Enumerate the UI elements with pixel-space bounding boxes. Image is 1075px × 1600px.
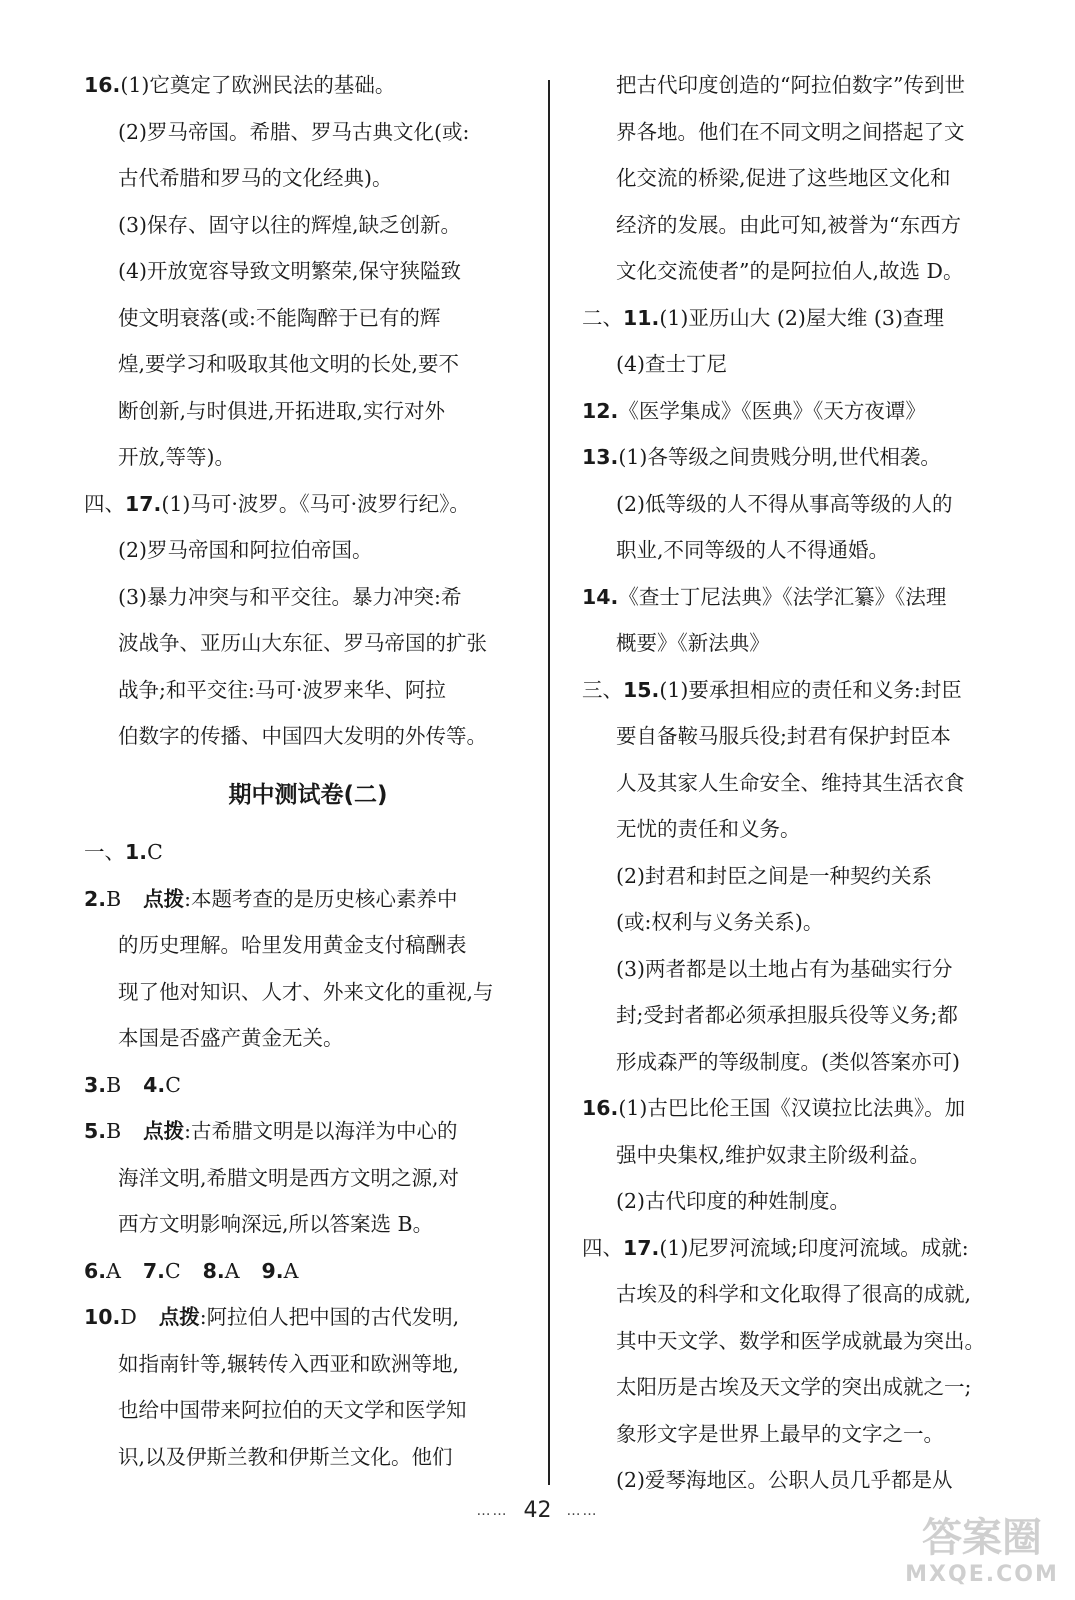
hint-text: :阿拉伯人把中国的古代发明, [199, 1305, 460, 1329]
text-line [84, 396, 532, 426]
text-line [84, 117, 532, 147]
answer-text: (2)爱琴海地区。公职人员几乎都是从 [616, 1468, 953, 1492]
answer-text: 古代希腊和罗马的文化经典)。 [118, 166, 393, 190]
question-number: 11. [623, 305, 660, 330]
text-line [582, 303, 1020, 333]
text-line [84, 489, 532, 519]
question-number: 4. [143, 1072, 166, 1097]
answer-text: 界各地。他们在不同文明之间搭起了文 [616, 119, 965, 144]
question-number: 17. [623, 1235, 660, 1260]
text-line [582, 1186, 1020, 1216]
hint-label: 点拨 [143, 1119, 185, 1143]
text-line [582, 1140, 1020, 1170]
text-line [84, 721, 532, 751]
text-line [84, 1256, 532, 1286]
text-line [582, 256, 1020, 286]
answer-text: 开放,等等)。 [118, 445, 236, 469]
watermark-url: MXQE.COM [905, 1562, 1059, 1587]
question-number: 14. [582, 584, 619, 609]
text-line [84, 1116, 532, 1146]
answer-text: 无忧的责任和义务。 [616, 817, 801, 841]
answer-text: (1)古巴比伦王国《汉谟拉比法典》。加 [618, 1096, 966, 1120]
footer-dots-left: …… [476, 1503, 509, 1519]
answer-text: 概要》《新法典》 [616, 631, 770, 655]
answer-text: (4)查士丁尼 [616, 352, 728, 376]
text-line [582, 163, 1020, 193]
answer-text: 太阳历是古埃及天文学的突出成就之一; [616, 1375, 972, 1399]
answer-text: (4)开放宽容导致文明繁荣,保守狭隘致 [118, 259, 462, 283]
answer-text: (或:权利与义务关系)。 [616, 910, 824, 934]
text-line [84, 163, 532, 193]
hint-text: :古希腊文明是以海洋为中心的 [184, 1119, 458, 1143]
text-line [84, 210, 532, 240]
question-number: 12. [582, 398, 619, 423]
answer-text: C [147, 840, 163, 864]
text-line [582, 675, 1020, 705]
text-line [582, 70, 1020, 100]
text-line [84, 1302, 532, 1332]
answer-text: (1)各等级之间贵贱分明,世代相袭。 [618, 445, 941, 469]
page-number: 42 [523, 1498, 552, 1523]
text-line [582, 1419, 1020, 1449]
text-line [582, 117, 1020, 147]
answer-text: 人及其家人生命安全、维持其生活衣食 [616, 770, 965, 795]
text-line [84, 1023, 532, 1053]
text-line [582, 907, 1020, 937]
text-line [84, 442, 532, 472]
answer-text: 使文明衰落(或:不能陶醉于已有的辉 [118, 305, 441, 330]
text-line [582, 814, 1020, 844]
answer-text: 海洋文明,希腊文明是西方文明之源,对 [118, 1165, 460, 1190]
question-number: 8. [202, 1258, 225, 1283]
text-line [84, 303, 532, 333]
text-line [84, 628, 532, 658]
answer-text: (2)古代印度的种姓制度。 [616, 1189, 851, 1213]
text-line [582, 582, 1020, 612]
answer-text: 其中天文学、数学和医学成就最为突出。 [616, 1328, 985, 1353]
answer-text: B [106, 1119, 122, 1143]
section-prefix: 二、 [582, 305, 623, 330]
watermark-text: 答案圈 [922, 1515, 1042, 1561]
text-line [582, 628, 1020, 658]
text-line [582, 442, 1020, 472]
answer-text: A [224, 1258, 240, 1283]
text-line [84, 977, 532, 1007]
column-divider [548, 80, 550, 1485]
hint-label: 点拨 [158, 1305, 200, 1329]
question-number: 15. [623, 677, 660, 702]
answer-text: B [106, 886, 122, 911]
answer-text: (1)亚历山大 (2)屋大维 (3)查理 [659, 305, 944, 330]
answer-text: A [106, 1258, 121, 1283]
question-number: 5. [84, 1119, 107, 1143]
text-line [582, 1465, 1020, 1495]
answer-text: 波战争、亚历山大东征、罗马帝国的扩张 [118, 631, 487, 655]
answer-text: (1)尼罗河流域;印度河流域。成就: [659, 1235, 969, 1260]
answer-text: C [165, 1072, 181, 1097]
text-line [582, 768, 1020, 798]
answer-text: (1)它奠定了欧洲民法的基础。 [120, 73, 396, 97]
question-number: 9. [261, 1258, 284, 1283]
answer-text: 伯数字的传播、中国四大发明的外传等。 [118, 724, 487, 748]
answer-text: 《医学集成》《医典》《天方夜谭》 [618, 398, 926, 423]
text-line [84, 1349, 532, 1379]
text-line [582, 489, 1020, 519]
text-line [582, 535, 1020, 565]
answer-text: 经济的发展。由此可知,被誉为“东西方 [616, 212, 961, 237]
answer-text: (3)暴力冲突与和平交往。暴力冲突:希 [118, 584, 462, 609]
text-line [84, 1163, 532, 1193]
text-line [582, 210, 1020, 240]
text-line [582, 1279, 1020, 1309]
text-line [84, 930, 532, 960]
section-prefix: 四、 [582, 1235, 623, 1260]
text-line [582, 1000, 1020, 1030]
text-line [84, 70, 532, 100]
section-prefix: 三、 [582, 677, 623, 702]
text-line [84, 256, 532, 286]
answer-text: 化交流的桥梁,促进了这些地区文化和 [616, 166, 951, 190]
answer-text: 职业,不同等级的人不得通婚。 [616, 538, 890, 562]
question-number: 13. [582, 445, 619, 469]
answer-text: 西方文明影响深远,所以答案选 B。 [118, 1212, 434, 1236]
right-column [582, 70, 1020, 1512]
section-prefix: 一、 [84, 840, 125, 864]
answer-text: 煌,要学习和吸取其他文明的长处,要不 [118, 352, 460, 376]
answer-text: 封;受封者都必须承担服兵役等义务;都 [616, 1003, 958, 1027]
text-line [84, 1395, 532, 1425]
text-line [84, 675, 532, 705]
text-line [84, 535, 532, 565]
question-number: 2. [84, 886, 107, 911]
text-line [84, 349, 532, 379]
answer-text: D [120, 1305, 137, 1329]
text-line [582, 861, 1020, 891]
footer-dots-right: …… [566, 1503, 599, 1519]
question-number: 6. [84, 1258, 107, 1283]
answer-text: (2)罗马帝国和阿拉伯帝国。 [118, 538, 373, 562]
answer-text: 也给中国带来阿拉伯的天文学和医学知 [118, 1398, 467, 1422]
text-line [84, 1442, 532, 1472]
text-line [84, 1070, 532, 1100]
answer-text: (2)罗马帝国。希腊、罗马古典文化(或: [118, 119, 470, 144]
question-number: 16. [84, 73, 121, 97]
text-line [582, 1047, 1020, 1077]
answer-text: (2)低等级的人不得从事高等级的人的 [616, 491, 953, 516]
section-heading: 期中测试卷(二) [228, 782, 388, 808]
answer-text: 形成森严的等级制度。(类似答案亦可) [616, 1049, 960, 1074]
text-line [84, 582, 532, 612]
answer-text: 断创新,与时俱进,开拓进取,实行对外 [118, 398, 446, 423]
text-line [84, 884, 532, 914]
answer-text: 的历史理解。哈里发用黄金支付稿酬表 [118, 933, 467, 957]
answer-text: 文化交流使者”的是阿拉伯人,故选 D。 [616, 259, 964, 283]
answer-text: (1)马可·波罗。《马可·波罗行纪》。 [161, 491, 470, 516]
answer-text: 象形文字是世界上最早的文字之一。 [616, 1421, 944, 1446]
answer-text: 要自备鞍马服兵役;封君有保护封臣本 [616, 724, 951, 748]
question-number: 3. [84, 1072, 107, 1097]
text-line [582, 396, 1020, 426]
answer-text: (1)要承担相应的责任和义务:封臣 [659, 677, 962, 702]
answer-text: A [283, 1258, 299, 1283]
hint-label: 点拨 [143, 886, 185, 911]
answer-text: (2)封君和封臣之间是一种契约关系 [616, 863, 933, 888]
text-line [582, 721, 1020, 751]
text-line [84, 837, 532, 867]
answer-text: 《查士丁尼法典》《法学汇纂》《法理 [618, 584, 947, 609]
answer-text: 古埃及的科学和文化取得了很高的成就, [616, 1282, 972, 1306]
question-number: 7. [142, 1258, 165, 1283]
text-line [582, 1372, 1020, 1402]
answer-text: C [164, 1258, 181, 1283]
left-column [84, 70, 532, 1488]
text-line [582, 954, 1020, 984]
text-line [582, 349, 1020, 379]
answer-text: (3)保存、固守以往的辉煌,缺乏创新。 [118, 212, 462, 237]
answer-text: 强中央集权,维护奴隶主阶级利益。 [616, 1142, 931, 1167]
text-line [84, 1209, 532, 1239]
section-prefix: 四、 [84, 491, 125, 516]
question-number: 16. [582, 1096, 619, 1120]
text-line [582, 1326, 1020, 1356]
answer-text: 识,以及伊斯兰教和伊斯兰文化。他们 [118, 1444, 453, 1469]
answer-text: 如指南针等,辗转传入西亚和欧洲等地, [118, 1351, 460, 1376]
question-number: 17. [125, 491, 162, 516]
answer-text: B [106, 1072, 122, 1097]
answer-text: 本国是否盛产黄金无关。 [118, 1026, 344, 1050]
text-line [582, 1093, 1020, 1123]
answer-text: 战争;和平交往:马可·波罗来华、阿拉 [118, 677, 446, 702]
answer-text: 把古代印度创造的“阿拉伯数字”传到世 [616, 73, 965, 97]
answer-text: 现了他对知识、人才、外来文化的重视,与 [118, 979, 494, 1004]
watermark-logo [897, 1514, 1067, 1594]
hint-text: :本题考查的是历史核心素养中 [184, 886, 458, 911]
question-number: 1. [125, 840, 148, 864]
answer-text: (3)两者都是以土地占有为基础实行分 [616, 956, 953, 981]
text-line [582, 1233, 1020, 1263]
question-number: 10. [84, 1305, 121, 1329]
